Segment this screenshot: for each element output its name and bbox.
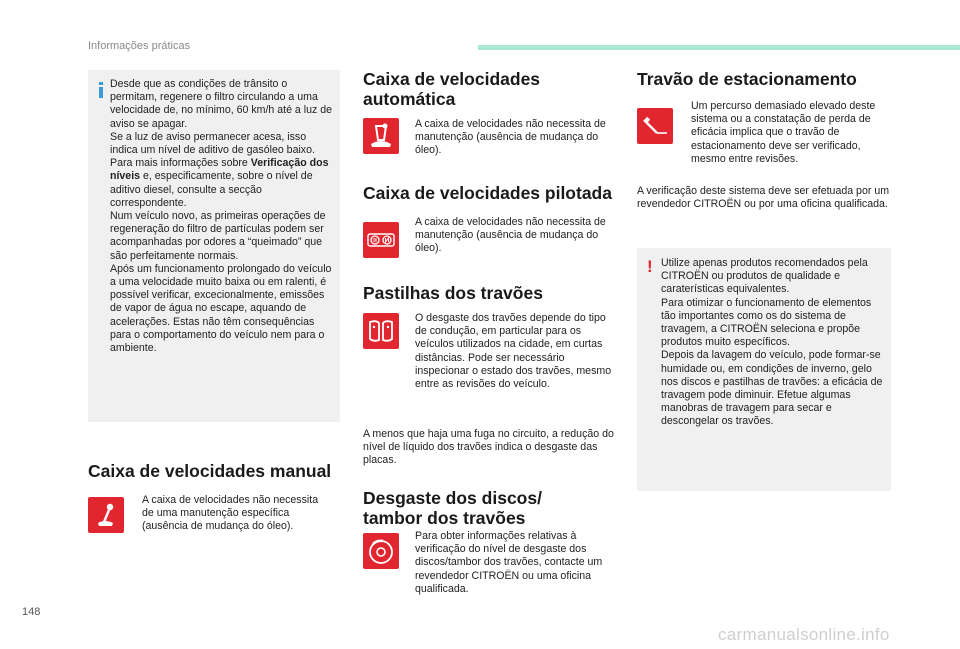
brake-fluid-text: A menos que haja uma fuga no circuito, a redução do nível de líquido dos travões indica o desgaste das placas.	[363, 428, 614, 467]
header-rule	[478, 45, 960, 50]
warning-paragraph-2: Para otimizar o funcionamento de elementos tão importantes como os do sistema de travagem, a CITROËN seleciona e propõe produtos muito específicos.	[661, 296, 872, 349]
brake-disc-icon	[363, 533, 399, 569]
info-paragraph-5: Após um funcionamento prolongado do veículo a uma velocidade muito baixa ou em ralenti, é possível verificar, excecionalmente, emissões de vapor de água no escape, aquando de acelerações. Estas não têm consequências para o comportamento do veículo nem para o ambiente.	[110, 262, 332, 355]
page-number: 148	[22, 606, 41, 618]
info-link-levels: Verificação dos níveis	[110, 157, 329, 183]
info-paragraph-4: Num veículo novo, as primeiras operações de regeneração do filtro de partículas podem ser acompanhadas por odores a “queimado” que são perfeitamente normais.	[110, 210, 326, 262]
warning-exclamation-icon: !	[647, 257, 653, 276]
automatic-gearbox-text: A caixa de velocidades não necessita de manutenção (ausência de mudança do óleo).	[415, 118, 606, 157]
warning-paragraph-1: Utilize apenas produtos recomendados pela CITROËN ou produtos de qualidade e caraterísticas equivalentes.	[661, 257, 868, 296]
info-paragraph-3: Para mais informações sobre Verificação dos níveis e, especificamente, sobre o nível de aditivo diesel, consulte a secção correspondente.	[110, 157, 329, 209]
brake-discs-text: Para obter informações relativas à verificação do nível de desgaste dos discos/tambor dos travões, contacte um revendedor CITROËN ou uma oficina qualificada.	[415, 530, 603, 595]
heading-brake-pads: Pastilhas dos travões	[363, 283, 543, 303]
info-marker-icon	[96, 82, 107, 98]
brake-pads-icon	[363, 313, 399, 349]
info-box	[88, 70, 340, 422]
parking-brake-text: Um percurso demasiado elevado deste sistema ou a constatação de perda de eficácia implica que o travão de estacionamento deve ser verificado, mesmo entre revisões.	[691, 100, 876, 165]
watermark-text: carmanualsonline.info	[718, 625, 890, 644]
warning-paragraph-3: Depois da lavagem do veículo, pode formar-se humidade ou, em condições de inverno, gelo nos discos e pastilhas de travões: a eficácia de travagem pode diminuir. Efetue algumas manobras de travagem para secar e descongelar os travões.	[661, 349, 883, 428]
parking-brake-lever-icon	[637, 108, 673, 144]
manual-gearbox-text: A caixa de velocidades não necessita de uma manutenção específica (ausência de mudança do óleo).	[142, 494, 319, 533]
info-paragraph-2: Se a luz de aviso permanecer acesa, isso indica um nível de aditivo de gasóleo baixo.	[110, 130, 315, 157]
info-paragraph-1: Desde que as condições de trânsito o permitam, regenere o filtro circulando a uma velocidade de, no mínimo, 60 km/h até a luz de aviso se apagar.	[110, 78, 333, 130]
heading-piloted-gearbox: Caixa de velocidades pilotada	[363, 183, 612, 203]
manual-gear-lever-icon	[88, 497, 124, 533]
brake-pads-text: O desgaste dos travões depende do tipo de condução, em particular para os veículos utilizados na cidade, em curtas distâncias. Pode ser necessário inspecionar o estado dos travões, mesmo entre as revisões do veículo.	[415, 312, 612, 391]
section-title: Informações práticas	[88, 40, 191, 52]
heading-brake-discs: Desgaste dos discos/ tambor dos travões	[363, 488, 542, 528]
piloted-gearbox-selector-icon	[363, 222, 399, 258]
parking-brake-text-2: A verificação deste sistema deve ser efetuada por um revendedor CITROËN ou por uma oficina qualificada.	[637, 185, 890, 211]
piloted-gearbox-text: A caixa de velocidades não necessita de manutenção (ausência de mudança do óleo).	[415, 216, 606, 255]
heading-manual-gearbox: Caixa de velocidades manual	[88, 461, 332, 481]
automatic-gear-selector-icon	[363, 118, 399, 154]
heading-automatic-gearbox: Caixa de velocidades automática	[363, 69, 541, 109]
heading-parking-brake: Travão de estacionamento	[637, 69, 857, 89]
warning-box	[637, 248, 891, 491]
